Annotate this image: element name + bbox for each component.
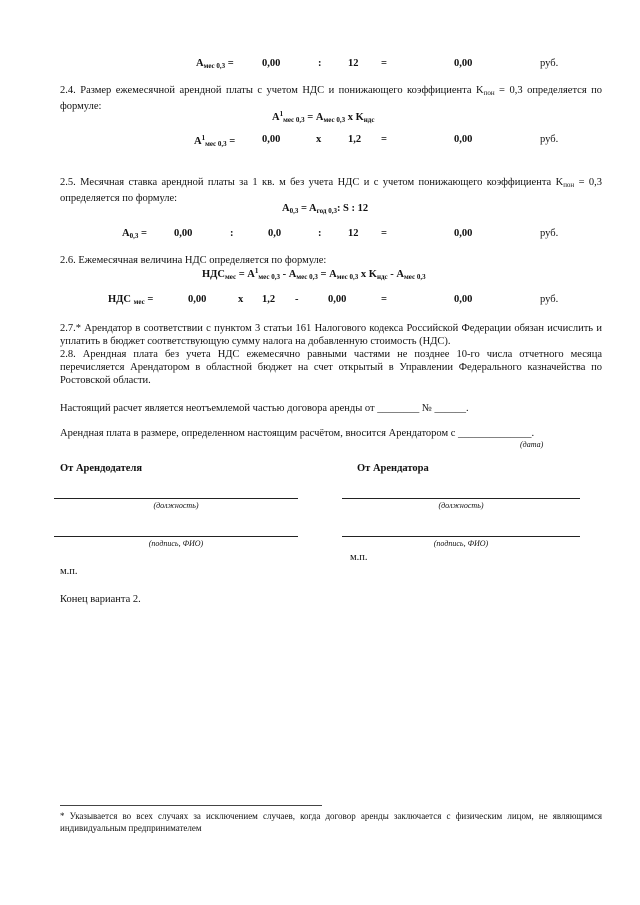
paragraph-2-8: 2.8. Арендная плата без учета НДС ежемесячно равными частями не позднее 10-го числа отчетного месяца перечисляется Арендатором в областной бюджет на счет открытый в Управлении Федерального казначейства по Ростовской области. bbox=[60, 349, 602, 386]
landlord-signature-line bbox=[54, 536, 298, 537]
value: 0,00 bbox=[174, 228, 193, 239]
result: 0,00 bbox=[454, 228, 473, 239]
operator: = bbox=[381, 58, 387, 69]
symbol: $A^1_{мес 0,3}$ = bbox=[194, 134, 236, 148]
value: 1,2 bbox=[348, 134, 362, 145]
symbol: $A_{мес 0,3}$ = bbox=[196, 58, 234, 70]
paragraph-2-5: 2.5. Месячная ставка арендной платы за 1 кв. м без учета НДС и с учетом понижающего коэффициента $K_{пон} = 0,3$ определяется по формуле: bbox=[60, 177, 603, 204]
operator: x bbox=[238, 294, 244, 305]
unit: руб. bbox=[540, 58, 559, 69]
value: 0,00 bbox=[328, 294, 347, 305]
footnote-separator bbox=[60, 805, 322, 806]
operator: = bbox=[381, 134, 387, 145]
landlord-position-caption: (должность) bbox=[153, 501, 199, 510]
tenant-heading: От Арендатора bbox=[357, 463, 429, 474]
result: 0,00 bbox=[454, 294, 473, 305]
value: 0,00 bbox=[262, 58, 281, 69]
tenant-position-line bbox=[342, 498, 580, 499]
tenant-signature-caption: (подпись, ФИО) bbox=[433, 539, 489, 548]
footnote: * Указывается во всех случаях за исключением случаев, когда договор аренды заключается с физическим лицом, не являющимся индивидуальным предпринимателем bbox=[60, 811, 602, 833]
landlord-heading: От Арендодателя bbox=[60, 463, 143, 474]
value: 0,00 bbox=[188, 294, 207, 305]
date-caption: (дата) bbox=[520, 440, 544, 449]
tenant-position-caption: (должность) bbox=[438, 501, 484, 510]
value: 0,0 bbox=[268, 228, 282, 239]
operator: - bbox=[295, 294, 299, 305]
paragraph-2-7: 2.7.* Арендатор в соответствии с пунктом 3 статьи 161 Налогового кодекса Российской Федерации обязан исчислить и уплатить в бюджет соответствующую сумму налога на добавленную стоимость (НДС). bbox=[60, 323, 602, 347]
unit: руб. bbox=[540, 134, 559, 145]
symbol: НДС $_{мес}$ = bbox=[108, 294, 154, 306]
value: 12 bbox=[348, 228, 359, 239]
tenant-signature-line bbox=[342, 536, 580, 537]
operator: = bbox=[381, 228, 387, 239]
integral-part-text: Настоящий расчет является неотъемлемой частью договора аренды от ________ № ______. bbox=[60, 403, 469, 414]
landlord-signature-caption: (подпись, ФИО) bbox=[148, 539, 204, 548]
symbol: $A_{0,3}$ = bbox=[122, 228, 147, 240]
payment-text: Арендная плата в размере, определенном настоящим расчётом, вносится Арендатором с ______________. bbox=[60, 428, 535, 439]
formula-2-5: $A_{0,3} = A_{год 0,3}$: S : 12 bbox=[282, 203, 369, 215]
operator: : bbox=[230, 228, 234, 239]
landlord-stamp: м.п. bbox=[60, 566, 78, 577]
result: 0,00 bbox=[454, 134, 473, 145]
landlord-position-line bbox=[54, 498, 298, 499]
paragraph-2-6: 2.6. Ежемесячная величина НДС определяется по формуле: bbox=[60, 255, 327, 266]
end-of-variant: Конец варианта 2. bbox=[60, 594, 141, 605]
operator: x bbox=[316, 134, 322, 145]
paragraph-2-4: 2.4. Размер ежемесячной арендной платы с учетом НДС и понижающего коэффициента $K_{пон} = 0,3$ определяется по формуле: bbox=[60, 85, 602, 112]
formula-2-6: $НДС_{мес} = A^1_{мес 0,3} - A_{мес 0,3} = A_{мес 0,3}$ x $K_{ндс} - A_{мес 0,3}$ bbox=[202, 267, 426, 281]
value: 1,2 bbox=[262, 294, 276, 305]
value: 12 bbox=[348, 58, 359, 69]
formula-2-4: $A^1_{мес 0,3} = A_{мес 0,3}$ x $K_{ндс}$ bbox=[272, 110, 375, 124]
operator: : bbox=[318, 58, 322, 69]
value: 0,00 bbox=[262, 134, 281, 145]
result: 0,00 bbox=[454, 58, 473, 69]
operator: : bbox=[318, 228, 322, 239]
tenant-stamp: м.п. bbox=[350, 552, 368, 563]
operator: = bbox=[381, 294, 387, 305]
unit: руб. bbox=[540, 228, 559, 239]
unit: руб. bbox=[540, 294, 559, 305]
